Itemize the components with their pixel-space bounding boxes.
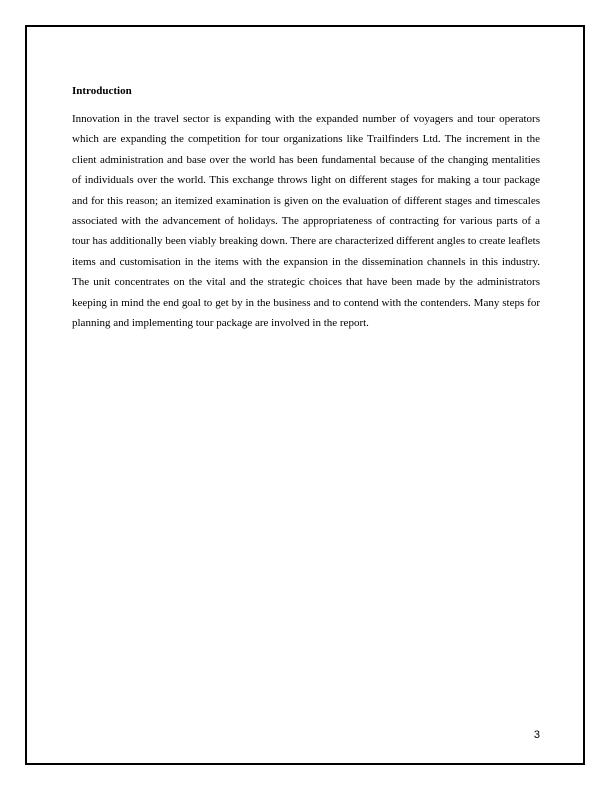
page-content	[72, 84, 540, 333]
page-number: 3	[533, 729, 540, 741]
section-heading: Introduction	[72, 85, 132, 97]
introduction-paragraph: Innovation in the travel sector is expanding with the expanded number of voyagers and tour operators which are expanding the competition for tour organizations like Trailfinders Ltd. The increment in the client administration and base over the world has been fundamental because of the changing mentalities of individuals over the world. This exchange throws light on different stages for making a tour package and for this reason; an itemized examination is given on the evaluation of different stages and timescales associated with the advancement of holidays. The appropriateness of contracting for various parts of a tour has additionally been viably breaking down. There are characterized different angles to create leaflets items and customisation in the items with the expansion in the dissemination channels in this industry. The unit concentrates on the vital and the strategic choices that have been made by the administrators keeping in mind the end goal to get by in the business and to contend with the contenders. Many steps for planning and implementing tour package are involved in the report.	[72, 113, 540, 330]
